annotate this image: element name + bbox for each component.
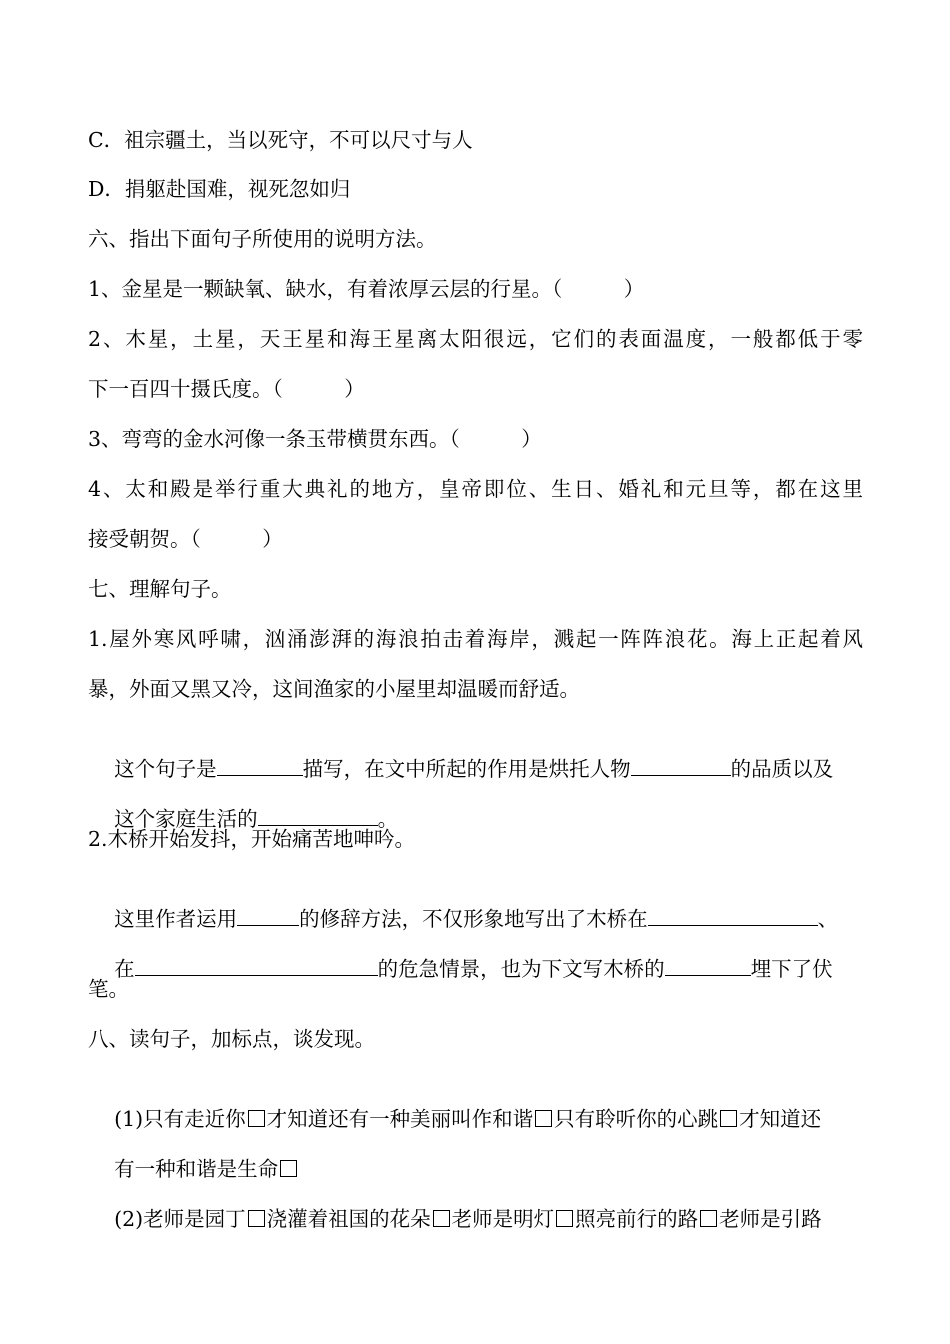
- punctuation-box[interactable]: [700, 1210, 717, 1227]
- answer-blank[interactable]: [237, 905, 299, 926]
- question-7-2: 2.木桥开始发抖，开始痛苦地呻吟。: [88, 827, 416, 851]
- question-7-2-fill-line3: 笔。: [88, 977, 129, 1001]
- answer-blank[interactable]: [258, 805, 378, 826]
- question-6-4-line1: 4、太和殿是举行重大典礼的地方，皇帝即位、生日、婚礼和元旦等，都在这里: [88, 477, 863, 501]
- text-segment: 照亮前行的路: [575, 1207, 699, 1231]
- text-segment: 埋下了伏: [750, 957, 833, 981]
- answer-blank[interactable]: [217, 755, 303, 776]
- text-segment: 在: [114, 957, 135, 981]
- punctuation-box[interactable]: [433, 1210, 450, 1227]
- answer-blank[interactable]: [135, 955, 378, 976]
- text-segment: 的修辞方法，不仅形象地写出了木桥在: [299, 907, 648, 931]
- section-6-title: 六、指出下面句子所使用的说明方法。: [88, 227, 437, 251]
- question-6-2-line1: 2、木星，土星，天王星和海王星离太阳很远，它们的表面温度，一般都低于零: [88, 327, 863, 351]
- text-segment: 才知道还: [739, 1107, 822, 1131]
- answer-blank[interactable]: [648, 905, 818, 926]
- text-segment: 老师是引路: [719, 1207, 822, 1231]
- question-7-1-line2: 暴，外面又黑又冷，这间渔家的小屋里却温暖而舒适。: [88, 677, 580, 701]
- question-6-3: 3、弯弯的金水河像一条玉带横贯东西。（ ）: [88, 427, 542, 451]
- text-segment: 这个家庭生活的: [114, 807, 258, 831]
- option-c: C．祖宗疆土，当以死守，不可以尺寸与人: [88, 128, 473, 152]
- text-segment: 描写，在文中所起的作用是烘托人物: [302, 757, 631, 781]
- text-segment: 这里作者运用: [114, 907, 238, 931]
- text-segment: 的危急情景，也为下文写木桥的: [377, 957, 665, 981]
- section-8-title: 八、读句子，加标点，谈发现。: [88, 1027, 375, 1051]
- question-7-2-fill-line2: [88, 924, 833, 1014]
- question-6-4-line2: 接受朝贺。（ ）: [88, 527, 283, 551]
- punctuation-box[interactable]: [720, 1110, 737, 1127]
- punctuation-box[interactable]: [535, 1110, 552, 1127]
- text-segment: (2)老师是园丁: [114, 1207, 246, 1231]
- text-segment: 浇灌着祖国的花朵: [266, 1207, 431, 1231]
- answer-blank[interactable]: [665, 955, 751, 976]
- text-segment: 有一种和谐是生命: [114, 1157, 279, 1181]
- option-d: D．捐躯赴国难，视死忽如归: [88, 177, 351, 201]
- text-segment: 。: [377, 807, 399, 831]
- punctuation-box[interactable]: [556, 1210, 573, 1227]
- text-segment: 才知道还有一种美丽叫作和谐: [266, 1107, 534, 1131]
- answer-blank[interactable]: [631, 755, 731, 776]
- text-segment: (1)只有走近你: [114, 1107, 246, 1131]
- question-6-1: 1、金星是一颗缺氧、缺水，有着浓厚云层的行星。（ ）: [88, 277, 645, 301]
- punctuation-box[interactable]: [248, 1210, 265, 1227]
- text-segment: 老师是明灯: [451, 1207, 555, 1231]
- text-segment: 的品质以及: [730, 757, 834, 781]
- question-8-2-line1: [88, 1174, 822, 1264]
- text-segment: 、: [817, 907, 839, 931]
- question-6-2-line2: 下一百四十摄氏度。（ ）: [88, 377, 365, 401]
- question-7-1-line1: 1.屋外寒风呼啸，汹涌澎湃的海浪拍击着海岸，溅起一阵阵浪花。海上正起着风: [88, 627, 863, 651]
- text-segment: 这个句子是: [114, 757, 217, 781]
- text-segment: 只有聆听你的心跳: [554, 1107, 719, 1131]
- section-7-title: 七、理解句子。: [88, 577, 232, 601]
